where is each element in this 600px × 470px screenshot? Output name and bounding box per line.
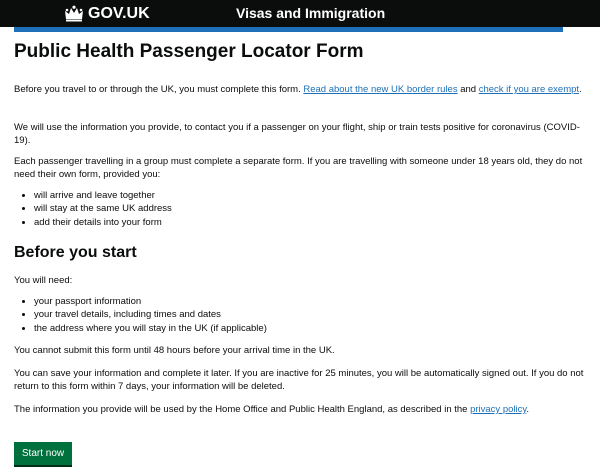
list-item: • will stay at the same UK address bbox=[34, 202, 172, 215]
border-rules-link[interactable]: Read about the new UK border rules bbox=[303, 84, 458, 95]
privacy-text-1: The information you provide will be used by the Home Office and Public Health England, as described in the bbox=[14, 404, 471, 415]
save-paragraph: You can save your information and complete it later. If you are inactive for 25 minutes, you will be automatically signed out. If you do not return to this form within 7 days, your information will be deleted. bbox=[14, 368, 584, 392]
crown-icon bbox=[64, 5, 84, 22]
list-item: • add their details into your form bbox=[34, 216, 172, 229]
check-exempt-link[interactable]: check if you are exempt bbox=[478, 84, 580, 95]
intro-text-1: Before you travel to or through the UK, you must complete this form. bbox=[14, 84, 304, 95]
privacy-policy-link[interactable]: privacy policy bbox=[470, 404, 527, 415]
needs-list bbox=[14, 295, 267, 335]
page-title: Public Health Passenger Locator Form bbox=[14, 41, 364, 62]
list-item: • your passport information bbox=[34, 295, 267, 308]
before-you-start-heading: Before you start bbox=[14, 244, 137, 261]
intro-text-3: . bbox=[579, 84, 582, 95]
privacy-text-2: . bbox=[526, 404, 530, 415]
header-blue-bar bbox=[14, 27, 563, 32]
list-item: • will arrive and leave together bbox=[34, 189, 172, 202]
govuk-logo-link[interactable] bbox=[64, 5, 150, 22]
service-name[interactable]: Visas and Immigration bbox=[236, 5, 386, 21]
list-item: • your travel details, including times and dates bbox=[34, 308, 267, 321]
main-content bbox=[14, 40, 594, 459]
submit-48h-paragraph: You cannot submit this form until 48 hours before your arrival time in the UK. bbox=[14, 345, 335, 356]
privacy-paragraph bbox=[14, 403, 594, 416]
contact-paragraph: We will use the information you provide, to contact you if a passenger on your flight, ship or train tests positive for coronavirus (COVID-19). bbox=[14, 122, 580, 146]
gov-header bbox=[0, 0, 600, 27]
govuk-logo-text: GOV.UK bbox=[88, 5, 150, 22]
list-item: • the address where you will stay in the UK (if applicable) bbox=[34, 322, 267, 335]
intro-text-2: and bbox=[457, 84, 479, 95]
group-conditions-list bbox=[14, 189, 172, 229]
you-will-need-text: You will need: bbox=[14, 275, 73, 286]
start-now-button[interactable]: Start now bbox=[14, 442, 72, 467]
intro-paragraph bbox=[14, 83, 594, 96]
group-paragraph: Each passenger travelling in a group must complete a separate form. If you are travelling with someone under 18 years old, they do not need their own form, provided you: bbox=[14, 156, 583, 180]
